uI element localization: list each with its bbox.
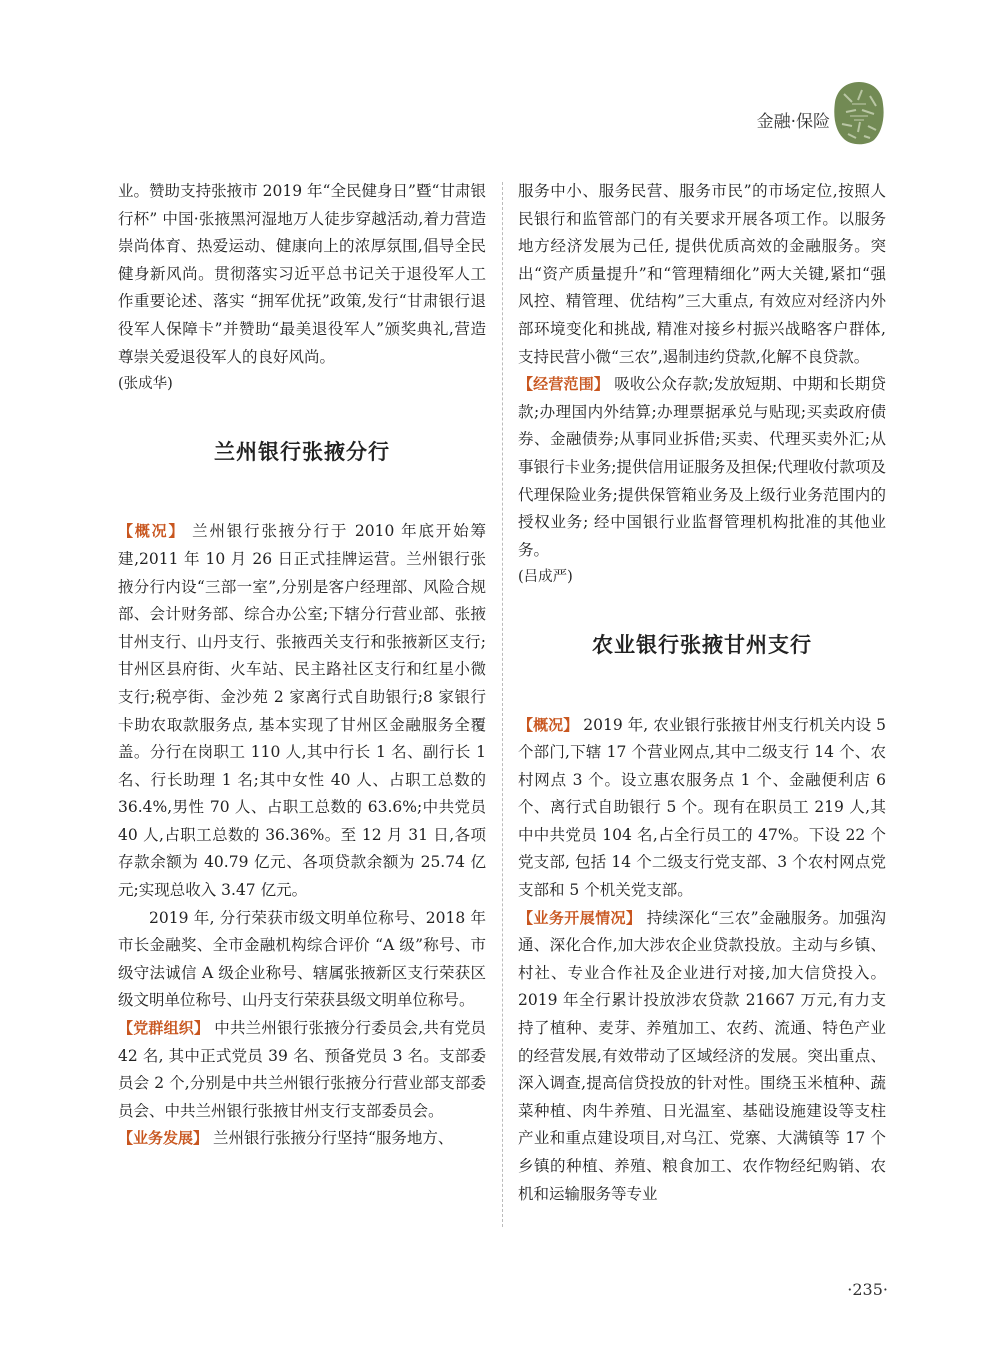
- abc-business-text: 持续深化“三农”金融服务。加强沟通、深化合作,加大涉农企业贷款投放。主动与乡镇、村社、专业合作社及企业进行对接,加大信贷投入。2019 年全行累计投放涉农贷款 21667 万元,有力支持了植种、麦芽、养殖加工、农药、流通、特色产业的经营发展,有效带动了区域经济的发展。突出重点、深入调查,提高信贷投放的针对性。围绕玉米植种、蔬菜种植、肉牛养殖、日光温室、基础设施建设等支柱产业和重点建设项目,对乌江、党寨、大满镇等 17 个乡镇的种植、养殖、粮食加工、农作物经纪购销、农机和运输服务等专业: [518, 908, 886, 1203]
- party-text: 中共兰州银行张掖分行委员会,共有党员 42 名, 其中正式党员 39 名、预备党员 3 名。支部委员会 2 个,分别是中共兰州银行张掖分行营业部支部委员会、中共兰州银行张掖甘州支行支部委员会。: [118, 1019, 486, 1120]
- column-divider: [502, 182, 503, 1227]
- page-number: ·235·: [847, 1280, 888, 1299]
- business-tag: 【业务发展】: [118, 1129, 209, 1148]
- overview-text: 兰州银行张掖分行于 2010 年底开始筹建,2011 年 10 月 26 日正式挂牌运营。兰州银行张掖分行内设“三部一室”,分别是客户经理部、风险合规部、会计财务部、综合办公室;下辖分行营业部、张掖甘州支行、山丹支行、张掖西关支行和张掖新区支行;甘州区县府街、火车站、民主路社区支行和红星小微支行;税亭街、金沙苑 2 家离行式自助银行;8 家银行卡助农取款服务点, 基本实现了甘州区金融服务全覆盖。分行在岗职工 110 人,其中行长 1 名、副行长 1 名、行长助理 1 名;其中女性 40 人、占职工总数的 36.4%,男性 70 人、占职工总数的 63.6%;中共党员 40 人,占职工总数的 36.36%。至 12 月 31 日,各项存款余额为 40.79 亿元、各项贷款余额为 25.74 亿元;实现总收入 3.47 亿元。: [118, 522, 486, 900]
- green-seal-stamp-icon: [832, 80, 886, 146]
- scope-tag: 【经营范围】: [518, 375, 610, 394]
- abc-business-tag: 【业务开展情况】: [518, 908, 642, 927]
- business-continued-paragraph: 服务中小、服务民营、服务市民”的市场定位,按照人民银行和监管部门的有关要求开展各项工作。以服务地方经济发展为己任, 提供优质高效的金融服务。突出“资产质量提升”和“管理精细化”两大关键,紧扣“强风控、精管理、优结构”三大重点, 有效应对经济内外部环境变化和挑战, 精准对接乡村振兴战略客户群体,支持民营小微“三农”,遏制违约贷款,化解不良贷款。: [518, 182, 886, 366]
- honors-paragraph: 2019 年, 分行荣获市级文明单位称号、2018 年市长金融奖、全市金融机构综合评价 “A 级”称号、市级守法诚信 A 级企业称号、辖属张掖新区支行荣获区级文明单位称号、山丹支行荣获县级文明单位称号。: [118, 908, 486, 1010]
- overview-paragraph: [118, 518, 486, 904]
- abc-business-paragraph: [518, 905, 886, 1209]
- intro-author: (张成华): [118, 376, 173, 393]
- section-label: 金融·保险: [756, 112, 830, 132]
- scope-text: 吸收公众存款;发放短期、中期和长期贷款;办理国内外结算;办理票据承兑与贴现;买卖政府债券、金融债券;从事同业拆借;买卖、代理买卖外汇;从事银行卡业务;提供信用证服务及担保;代理收付款项及代理保险业务;提供保管箱业务及上级行业务范围内的授权业务; 经中国银行业监督管理机构批准的其他业务。: [518, 375, 886, 559]
- article-title-lanzhou-bank: 兰州银行张掖分行: [214, 439, 390, 464]
- scope-author: (吕成严): [518, 569, 573, 586]
- business-paragraph: [118, 1125, 486, 1153]
- scope-paragraph: [518, 371, 886, 564]
- article-title-agricultural-bank: 农业银行张掖甘州支行: [592, 632, 812, 657]
- party-paragraph: [118, 1015, 486, 1125]
- party-tag: 【党群组织】: [118, 1019, 210, 1038]
- abc-overview-tag: 【概况】: [518, 715, 579, 734]
- business-text: 兰州银行张掖分行坚持“服务地方、: [208, 1129, 454, 1148]
- abc-overview-text: 2019 年, 农业银行张掖甘州支行机关内设 5 个部门,下辖 17 个营业网点,其中二级支行 14 个、农村网点 3 个。设立惠农服务点 1 个、金融便利店 6 个、离行式自助银行 5 个。现有在职员工 219 人,其中中共党员 104 名,占全行员工的 47%。下设 22 个党支部, 包括 14 个二级支行党支部、3 个农村网点党支部和 5 个机关党支部。: [518, 715, 886, 900]
- left-column: [118, 178, 486, 1153]
- abc-overview-paragraph: [518, 712, 886, 905]
- intro-paragraph: 业。赞助支持张掖市 2019 年“全民健身日”暨“甘肃银行杯” 中国·张掖黑河湿地万人徒步穿越活动,着力营造崇尚体育、热爱运动、健康向上的浓厚氛围,倡导全民健身新风尚。贯彻落实习近平总书记关于退役军人工作重要论述、落实 “拥军优抚”政策,发行“甘肃银行退役军人保障卡”并赞助“最美退役军人”颁奖典礼,营造尊崇关爱退役军人的良好风尚。: [118, 182, 486, 366]
- right-column: [518, 178, 886, 1208]
- overview-tag: 【概况】: [118, 522, 186, 541]
